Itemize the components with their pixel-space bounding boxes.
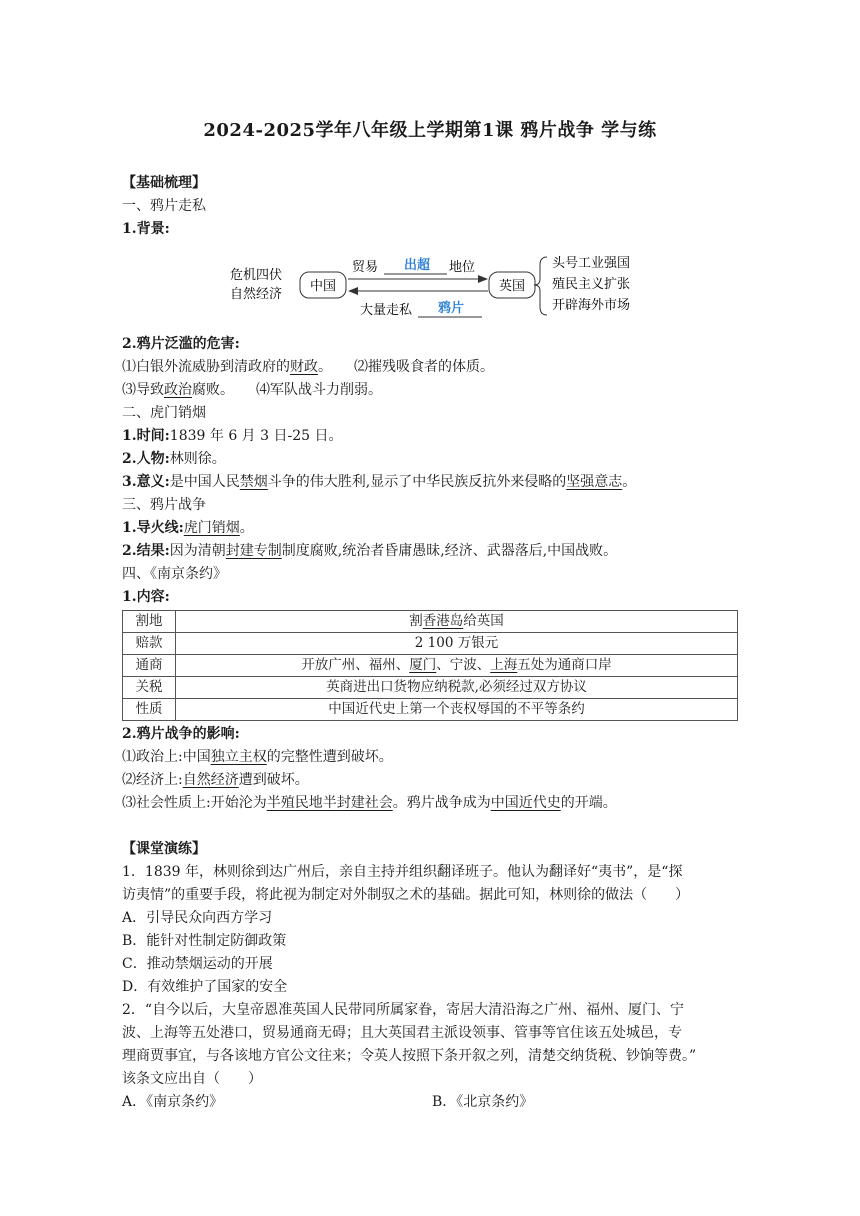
question-2-line-4: 该条文应出自（ ） xyxy=(122,1071,262,1087)
table-key: 赔款 xyxy=(123,633,176,655)
table-row xyxy=(123,677,738,699)
table-row xyxy=(123,699,738,721)
uk-label: 英国 xyxy=(498,278,526,293)
china-label: 中国 xyxy=(309,278,337,293)
table-key: 割地 xyxy=(123,611,176,633)
right-text-2: 殖民主义扩张 xyxy=(552,276,631,291)
section-3-heading: 三、鸦片战争 xyxy=(122,497,206,513)
diagram-left-2: 自然经济 xyxy=(230,286,283,301)
harm-label: 2.鸦片泛滥的危害: xyxy=(122,336,240,352)
question-1-option-b: B．能针对性制定防御政策 xyxy=(122,933,287,949)
question-1-option-a: A．引导民众向西方学习 xyxy=(122,910,273,926)
table-row xyxy=(123,655,738,677)
opium-trade-diagram xyxy=(122,245,742,329)
question-1-option-c: C．推动禁烟运动的开展 xyxy=(122,956,273,972)
right-text-3: 开辟海外市场 xyxy=(552,297,631,312)
question-1-line-2: 访夷情”的重要手段，将此视为制定对外制驭之术的基础。据此可知，林则徐的做法（ ） xyxy=(122,887,690,903)
right-text-1: 头号工业强国 xyxy=(552,255,631,270)
table-value: 中国近代史上第一个丧权辱国的不平等条约 xyxy=(176,699,738,721)
background-label: 1.背景: xyxy=(122,221,170,237)
impact-line-2: ⑵经济上:自然经济遭到破坏。 xyxy=(122,772,309,788)
question-2-option-b: B．《北京条约》 xyxy=(432,1094,534,1110)
question-2-options xyxy=(122,1091,742,1114)
table-value: 2 100 万银元 xyxy=(176,633,738,655)
arrow-to-uk-head xyxy=(478,275,488,283)
question-2-line-1: 2．“自今以后，大皇帝恩准英国人民带同所属家眷，寄居大清沿海之广州、福州、厦门、宁 xyxy=(122,1002,685,1018)
harm-line-2: ⑶导致政治腐败。 ⑷军队战斗力削弱。 xyxy=(122,382,382,398)
diagram-left-1: 危机四伏 xyxy=(230,267,283,282)
practice-section xyxy=(122,838,742,1114)
meaning-line: 3.意义:是中国人民禁烟斗争的伟大胜利,显示了中华民族反抗外来侵略的坚强意志。 xyxy=(122,474,637,490)
question-2-option-a: A．《南京条约》 xyxy=(122,1094,224,1110)
table-row xyxy=(123,611,738,633)
section-4-heading: 四、《南京条约》 xyxy=(122,566,227,582)
question-2-line-3: 理商贾事宜，与各该地方官公文往来；令英人按照下条开叙之列，清楚交纳货税、钞饷等费。” xyxy=(122,1048,697,1064)
status-label: 地位 xyxy=(449,259,476,274)
arrow-to-china-head xyxy=(348,287,358,295)
impact-label: 2.鸦片战争的影响: xyxy=(122,726,240,742)
surplus-label: 出超 xyxy=(404,257,431,272)
content-label: 1.内容: xyxy=(122,589,170,605)
practice-heading: 【课堂演练】 xyxy=(122,841,206,857)
table-row xyxy=(123,633,738,655)
basic-heading: 【基础梳理】 xyxy=(122,175,206,191)
result-line: 2.结果:因为清朝封建专制制度腐败,统治者昏庸愚昧,经济、武器落后,中国战败。 xyxy=(122,543,618,559)
trade-label: 贸易 xyxy=(352,259,379,274)
right-brace xyxy=(534,257,547,315)
question-1-option-d: D．有效维护了国家的安全 xyxy=(122,979,288,995)
impact-line-3: ⑶社会性质上:开始沦为半殖民地半封建社会。鸦片战争成为中国近代史的开端。 xyxy=(122,795,617,811)
impact-line-1: ⑴政治上:中国独立主权的完整性遭到破坏。 xyxy=(122,749,393,765)
smuggle-label: 大量走私 xyxy=(360,302,413,317)
table-value: 割香港岛给英国 xyxy=(176,611,738,633)
harm-line-1: ⑴白银外流威胁到清政府的财政。 ⑵摧残吸食者的体质。 xyxy=(122,359,494,375)
table-value: 英商进出口货物应纳税款,必须经过双方协议 xyxy=(176,677,738,699)
section-2-heading: 二、虎门销烟 xyxy=(122,405,206,421)
diagram-svg xyxy=(122,245,742,329)
opium-label: 鸦片 xyxy=(438,300,465,315)
question-2-line-2: 波、上海等五处港口，贸易通商无碍；且大英国君主派设领事、管事等官住该五处城邑，专 xyxy=(122,1025,682,1041)
page-title: 2024-2025学年八年级上学期第1课 鸦片战争 学与练 xyxy=(203,120,657,141)
fuse-line: 1.导火线:虎门销烟。 xyxy=(122,520,254,536)
table-value: 开放广州、福州、厦门、宁波、上海五处为通商口岸 xyxy=(176,655,738,677)
time-line: 1.时间:1839 年 6 月 3 日-25 日。 xyxy=(122,428,343,444)
person-line: 2.人物:林则徐。 xyxy=(122,451,226,467)
section-1-heading: 一、鸦片走私 xyxy=(122,198,206,214)
table-key: 通商 xyxy=(123,655,176,677)
table-key: 关税 xyxy=(123,677,176,699)
question-1-line-1: 1．1839 年，林则徐到达广州后，亲自主持并组织翻译班子。他认为翻译好“夷书”，是“探 xyxy=(122,864,683,880)
document-body xyxy=(122,172,742,1114)
treaty-table xyxy=(122,610,738,721)
table-key: 性质 xyxy=(123,699,176,721)
